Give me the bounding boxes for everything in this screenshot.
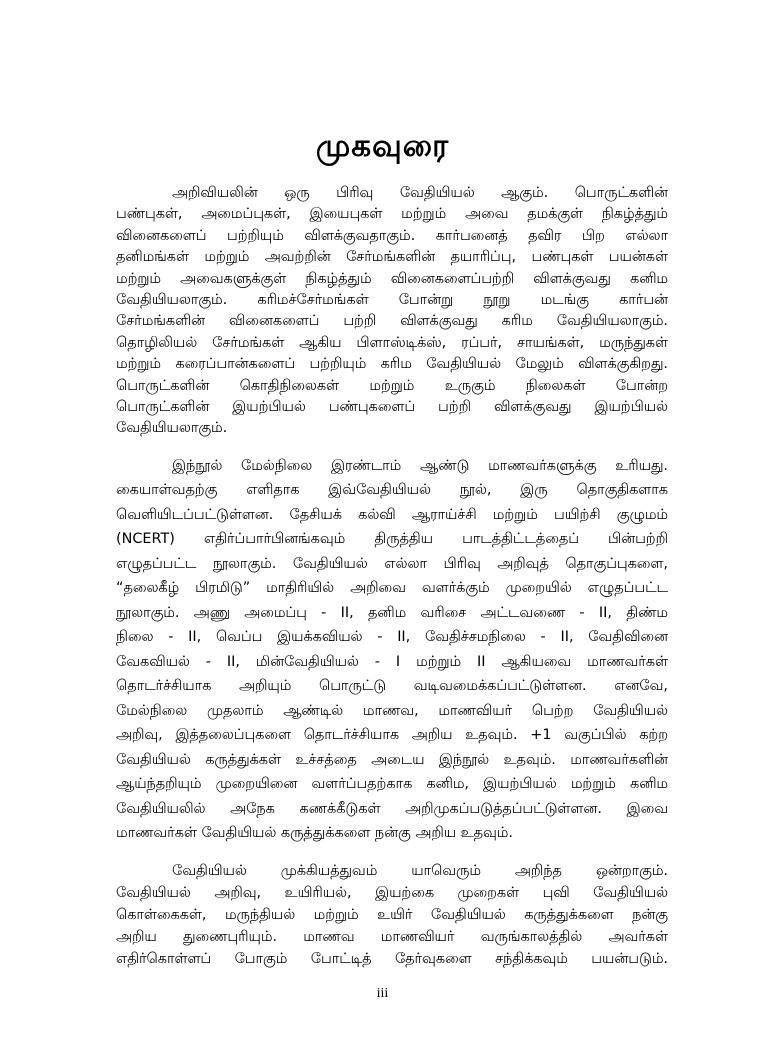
text-line: தொடர்ச்சியாக அறியும் பொருட்டு வடிவமைக்கப்பட்டுள்ளன. எனவே, [116,678,668,695]
text-line: எழுதப்பட்ட நூலாகும். வேதியியல் எல்லா பிரிவு அறிவுத் தொகுப்புகளை, [116,555,668,572]
text-line: மாணவர்கள் வேதியியல் கருத்துக்களை நன்கு அறிய உதவும். [116,825,513,842]
text-line: கொள்கைகள், மருந்தியல் மற்றும் உயிர் வேதியியல் கருத்துக்களை நன்கு [116,906,668,923]
page-number: iii [376,986,389,1001]
text-line: நிலை - II, வெப்ப இயக்கவியல் - II, வேதிச்சமநிலை - II, வேதிவினை [116,629,668,646]
text-line: அறிய துணைபுரியும். மாணவ மாணவியர் வருங்காலத்தில் அவர்கள் [116,928,668,945]
preface-body [116,183,668,984]
text-line: பொருட்களின் இயற்பியல் பண்புகளைப் பற்றி விளக்குவது இயற்பியல் [116,399,668,416]
text-line: கையாள்வதற்கு எளிதாக இவ்வேதியியல் நூல், இரு தொகுதிகளாக [116,482,668,499]
text-line: வேதியியலாகும். கரிமச்சேர்மங்கள் போன்று நூறு மடங்கு கார்பன் [116,292,668,309]
text-line: வேதியியலாகும். [116,420,228,437]
text-line: ஆய்ந்தறியும் முறையினை வளர்ப்பதற்காக கனிம, இயற்பியல் மற்றும் கனிம [116,776,668,793]
text-line: வேதியியலில் அநேக கணக்கீடுகள் அறிமுகப்படுத்தப்பட்டுள்ளன. இவை [116,800,668,817]
text-line: இந்நூல் மேல்நிலை இரண்டாம் ஆண்டு மாணவர்களுக்கு உரியது. [172,457,668,474]
text-line: அறிவியலின் ஒரு பிரிவு வேதியியல் ஆகும். பொருட்களின் [172,185,668,201]
text-line: வினைகளைப் பற்றியும் விளக்குவதாகும். கார்பனைத் தவிர பிற எல்லா [116,227,668,244]
text-line: எதிர்கொள்ளப் போகும் போட்டித் தேர்வுகளை சந்திக்கவும் பயன்படும். [116,950,668,967]
text-line: “தலைகீழ் பிரமிடு” மாதிரியில் அறிவை வளர்க்கும் முறையில் எழுதப்பட்ட [116,580,668,597]
paragraph-1 [116,183,668,440]
text-line: வேதியியல் முக்கியத்துவம் யாவெரும் அறிந்த ஒன்றாகும். [172,862,668,879]
text-line: சேர்மங்களின் வினைகளைப் பற்றி விளக்குவது கரிம வேதியியலாகும். [116,313,668,330]
text-line: அறிவு, இத்தலைப்புகளை தொடர்ச்சியாக அறிய உதவும். +1 வகுப்பில் கற்ற [116,727,668,744]
text-line: வெளியிடப்பட்டுள்ளன. தேசியக் கல்வி ஆராய்ச்சி மற்றும் பயிற்சி குழுமம் [116,506,668,523]
paragraph-2 [116,454,668,846]
text-line: தனிமங்கள் மற்றும் அவற்றின் சேர்மங்களின் தயாரிப்பு, பண்புகள் பயன்கள் [116,249,668,266]
text-line: பொருட்களின் கொதிநிலைகள் மற்றும் உருகும் நிலைகள் போன்ற [116,377,668,394]
text-line: மற்றும் கரைப்பான்களைப் பற்றியும் கரிம வேதியியல் மேலும் விளக்குகிறது. [116,356,668,373]
text-line: வேதியியல் அறிவு, உயிரியல், இயற்கை முறைகள் புவி வேதியியல் [116,884,668,901]
text-line: நூலாகும். அணு அமைப்பு - II, தனிம வரிசை அட்டவணை - II, திண்ம [116,604,668,621]
text-line: வேகவியல் - II, மின்வேதியியல் - I மற்றும் II ஆகியவை மாணவர்கள் [116,653,668,670]
text-line: (NCERT) எதிர்ப்பார்பினங்கவும் திருத்திய பாடத்திட்டத்தைப் பின்பற்றி [116,531,668,548]
page-title: முகவுரை [315,128,450,164]
text-line: மற்றும் அவைகளுக்குள் நிகழ்த்தும் வினைகளைப்பற்றி விளக்குவது கனிம [116,270,668,287]
text-line: மேல்நிலை முதலாம் ஆண்டில் மாணவ, மாணவியர் பெற்ற வேதியியல் [116,702,668,719]
text-line: தொழிலியல் சேர்மங்கள் ஆகிய பிளாஸ்டிக்ஸ், ரப்பர், சாயங்கள், மருந்துகள் [116,334,668,351]
paragraph-3 [116,860,668,970]
text-line: பண்புகள், அமைப்புகள், இயைபுகள் மற்றும் அவை தமக்குள் நிகழ்த்தும் [116,206,668,223]
text-line: வேதியியல் கருத்துக்கள் உச்சத்தை அடைய இந்நூல் உதவும். மாணவர்களின் [116,751,668,768]
